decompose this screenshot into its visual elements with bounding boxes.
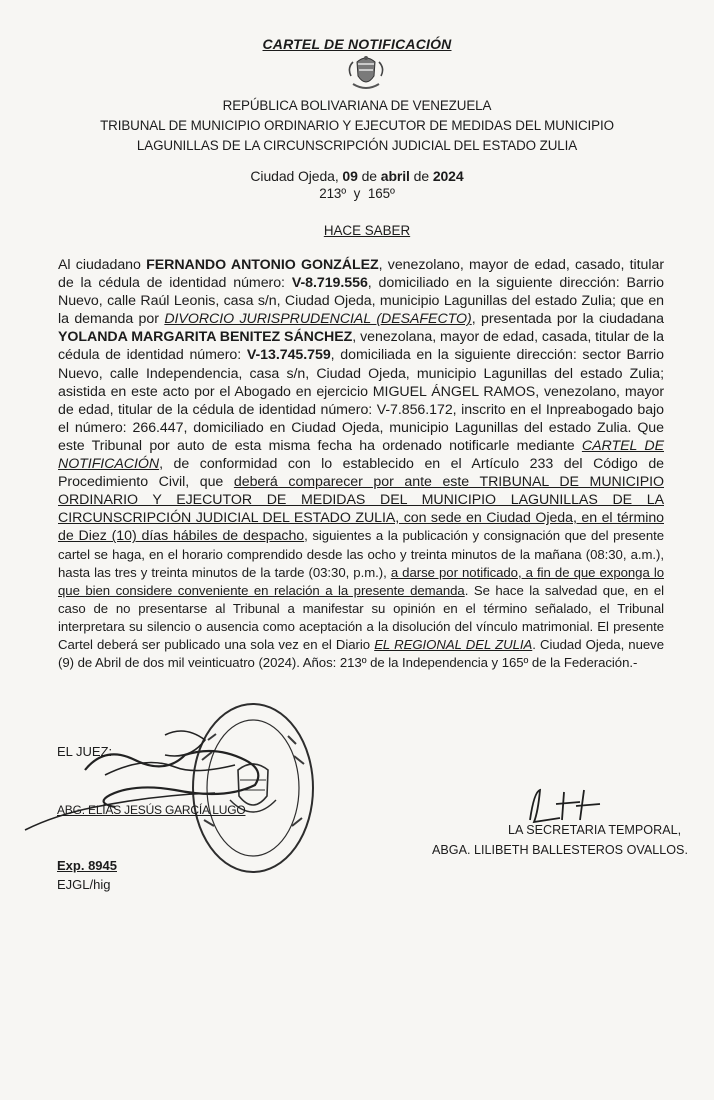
- case-type: DIVORCIO JURISPRUDENCIAL (DESAFECTO): [164, 311, 472, 328]
- hace-saber-heading: HACE SABER: [323, 223, 411, 238]
- notice-paragraph: Al ciudadano FERNANDO ANTONIO GONZÁLEZ, venezolano, mayor de edad, casado, titular de la cédula de identidad número: V-8.719.556, domiciliado en la siguiente dirección: Barrio Nuevo, calle Raúl Leonis, casa s/n, Ciudad Ojeda, municipio Lagunillas del estado Zulia; que en la demanda por DIVORCIO JURISPRUDENCIAL (DESAFECTO), presentada por la ciudadana YOLANDA MARGARITA BENITEZ SÁNCHEZ, venezolana, mayor de edad, casada, titular de la cédula de identidad número: V-13.745.759, domiciliada en la siguiente dirección: sector Barrio Nuevo, calle Independencia, casa s/n, Ciudad Ojeda, municipio Lagunillas del estado Zulia; asistida en este acto por el Abogado en ejercicio MIGUEL ÁNGEL RAMOS, venezolano, mayor de edad, titular de la cédula de identidad número: V-7.856.172, inscrito en el Inpreabogado bajo el número: 266.447, domiciliado en Ciudad Ojeda, municipio Lagunillas del estado Zulia. Que este Tribunal por auto de esta misma fecha ha ordenado notificarle mediante CARTEL DE NOTIFICACIÓN, de conformidad con lo establecido en el Artículo 233 del Código de Procedimiento Civil, que deberá comparecer por ante este TRIBUNAL DE MUNICIPIO ORDINARIO Y EJECUTOR DE MEDIDAS DEL MUNICIPIO LAGUNILLAS DE LA CIRCUNSCRIPCIÓN JUDICIAL DEL ESTADO ZULIA, con sede en Ciudad Ojeda, en el término de Diez (10) días hábiles de despacho, siguientes a la publicación y consignación que del presente cartel se haga, en el horario comprendido desde las ocho y treinta minutos de la mañana (08:30, a.m.), hasta las tres y treinta minutos de la tarde (03:30, p.m.), a darse por notificado, a fin de que exponga lo que bien considere conveniente en relación a la presente demanda. Se hace la salvedad que, en el caso de no presentarse al Tribunal a manifestar su opinión en el término señalado, el Tribunal interpretara su silencio o ausencia como aceptación a la disolución del vínculo matrimonial. El presente Cartel deberá ser publicado una sola vez en el Diario EL REGIONAL DEL ZULIA. Ciudad Ojeda, nueve (9) de Abril de dos mil veinticuatro (2024). Años: 213º de la Independencia y 165º de la Federación.-: [58, 257, 665, 671]
- document-title: CARTEL DE NOTIFICACIÓN: [262, 36, 452, 52]
- document-date: Ciudad Ojeda, 09 de abril de 2024: [250, 168, 464, 184]
- secretary-name: ABGA. LILIBETH BALLESTEROS OVALLOS.: [432, 843, 688, 857]
- judge-label: EL JUEZ:: [57, 744, 113, 759]
- notice-body: [58, 256, 664, 672]
- secretary-title: LA SECRETARIA TEMPORAL,: [508, 823, 682, 837]
- reference-initials: EJGL/hig: [57, 877, 111, 892]
- header-republic: REPÚBLICA BOLIVARIANA DE VENEZUELA: [222, 98, 492, 113]
- coat-of-arms-icon: [343, 54, 389, 94]
- header-tribunal: TRIBUNAL DE MUNICIPIO ORDINARIO Y EJECUTOR DE MEDIDAS DEL MUNICIPIO: [100, 118, 614, 133]
- document-years: 213º y 165º: [319, 186, 395, 201]
- header-circunscripcion: LAGUNILLAS DE LA CIRCUNSCRIPCIÓN JUDICIAL DEL ESTADO ZULIA: [136, 138, 578, 153]
- judge-signature-icon: [15, 715, 315, 845]
- case-number: Exp. 8945: [57, 858, 117, 873]
- judge-name: ABG. ELÍAS JESÚS GARCÍA LUGO: [57, 803, 246, 817]
